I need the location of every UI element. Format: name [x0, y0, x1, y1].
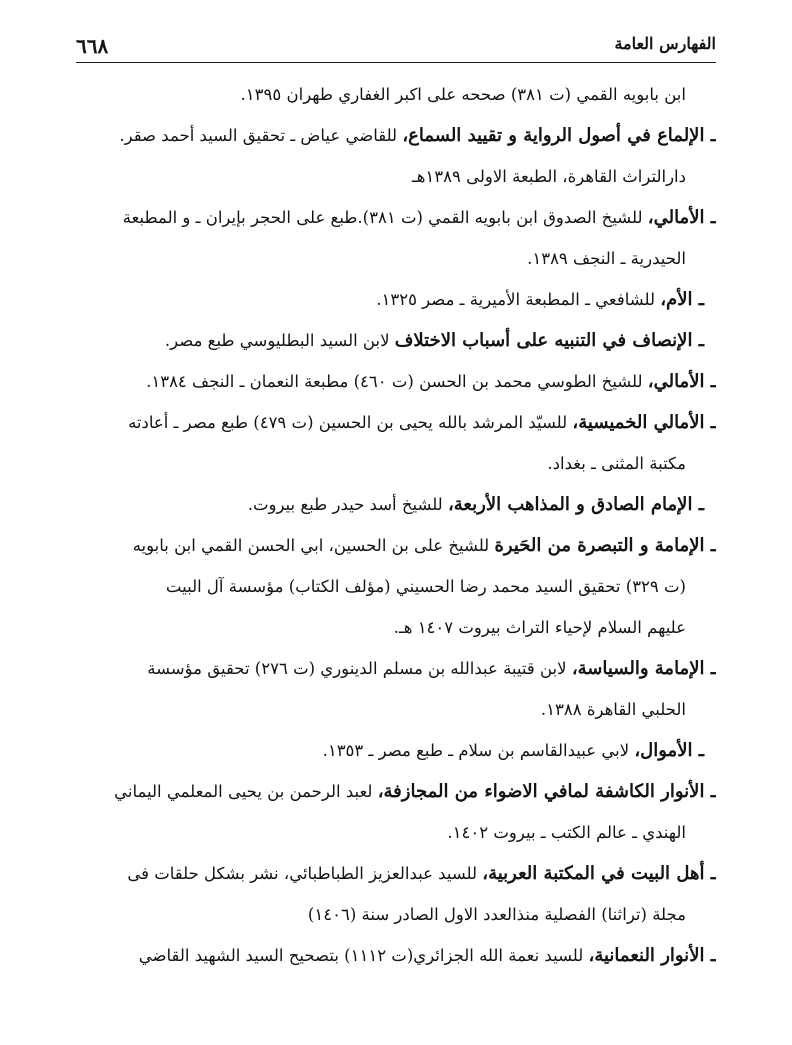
entry-text: للشافعي ـ المطبعة الأميرية ـ مصر ١٣٢٥. [376, 290, 661, 309]
bibliography-entry [78, 279, 716, 320]
entry-text: دارالتراث القاهرة، الطبعة الاولى ١٣٨٩هـ [411, 167, 686, 186]
entry-continuation-line [78, 443, 716, 484]
bibliography-entry [78, 771, 716, 812]
entry-continuation-line [78, 689, 716, 730]
entry-text: للقاضي عياض ـ تحقيق السيد أحمد صقر. [119, 126, 403, 145]
entry-title: ـ أهل البيت في المكتبة العربية، [482, 863, 716, 884]
entry-title: ـ الأمالي الخميسية، [572, 412, 716, 433]
entry-title: ـ الأنوار النعمانية، [588, 945, 716, 966]
entry-continuation-line [78, 566, 716, 607]
page-header [76, 28, 716, 63]
entry-continuation-line [78, 74, 716, 115]
entry-text: لابي عبيدالقاسم بن سلام ـ طبع مصر ـ ١٣٥٣. [322, 741, 635, 760]
bibliography-entry [78, 402, 716, 443]
entry-text: للسيد نعمة الله الجزائري(ت ١١١٢) بتصحيح السيد الشهيد القاضي [138, 946, 589, 965]
entry-text: للسيد عبدالعزيز الطباطبائي، نشر بشكل حلقات فى [127, 864, 483, 883]
entry-title: ـ الأنوار الكاشفة لمافي الاضواء من المجازفة، [377, 781, 716, 802]
entry-continuation-line [78, 238, 716, 279]
entry-text: مكتبة المثنى ـ بغداد. [547, 454, 686, 473]
bibliography-entry [78, 648, 716, 689]
bibliography-entry [78, 525, 716, 566]
bibliography-entry [78, 484, 716, 525]
bibliography-list [78, 74, 716, 976]
bibliography-entry [78, 935, 716, 976]
page-number: ٦٦٨ [76, 34, 109, 58]
entry-title: ـ الأمالي، [647, 371, 716, 392]
bibliography-entry [78, 730, 716, 771]
entry-text: لابن قتيبة عبدالله بن مسلم الدينوري (ت ٢٧٦) تحقيق مؤسسة [147, 659, 572, 678]
entry-text: (ت ٣٢٩) تحقيق السيد محمد رضا الحسيني (مؤلف الكتاب) مؤسسة آل البيت [165, 577, 686, 596]
bibliography-entry [78, 320, 716, 361]
entry-continuation-line [78, 812, 716, 853]
entry-text: الحلبي القاهرة ١٣٨٨. [540, 700, 686, 719]
entry-text: الهندي ـ عالم الكتب ـ بيروت ١٤٠٢. [447, 823, 686, 842]
entry-title: ـ الإمامة والسياسة، [571, 658, 716, 679]
entry-text: للشيخ على بن الحسين، ابي الحسن القمي ابن بابويه [132, 536, 495, 555]
entry-continuation-line [78, 607, 716, 648]
entry-title: ـ الأمالي، [647, 207, 716, 228]
entry-text: لعبد الرحمن بن يحيى المعلمي اليماني [114, 782, 378, 801]
bibliography-entry [78, 853, 716, 894]
bibliography-entry [78, 197, 716, 238]
entry-continuation-line [78, 894, 716, 935]
entry-text: لابن السيد البطليوسي طبع مصر. [164, 331, 395, 350]
entry-title: ـ الإمامة و التبصرة من الحَيرة [494, 535, 716, 556]
entry-text: للشيخ الصدوق ابن بابويه القمي (ت ٣٨١).طبع على الحجر بإيران ـ و المطبعة [122, 208, 648, 227]
entry-title: ـ الأم، [660, 289, 704, 310]
entry-text: ابن بابويه القمي (ت ٣٨١) صححه على اكبر الغفاري طهران ١٣٩٥. [240, 85, 686, 104]
entry-text: للسيّد المرشد بالله يحيى بن الحسين (ت ٤٧٩) طبع مصر ـ أعادته [128, 413, 573, 432]
entry-text: مجلة (تراثنا) الفصلية منذالعدد الاول الصادر سنة (١٤٠٦) [307, 905, 686, 924]
running-title: الفهارس العامة [614, 34, 716, 53]
entry-title: ـ الإلماع في أصول الرواية و تقييد السماع، [402, 125, 716, 146]
entry-continuation-line [78, 156, 716, 197]
entry-text: للشيخ الطوسي محمد بن الحسن (ت ٤٦٠) مطبعة النعمان ـ النجف ١٣٨٤. [146, 372, 648, 391]
entry-text: للشيخ أسد حيدر طبع بيروت. [247, 495, 448, 514]
bibliography-entry [78, 361, 716, 402]
bibliography-entry [78, 115, 716, 156]
entry-text: الحيدرية ـ النجف ١٣٨٩. [527, 249, 686, 268]
entry-title: ـ الإمام الصادق و المذاهب الأربعة، [447, 494, 704, 515]
entry-title: ـ الإنصاف في التنبيه على أسباب الاختلاف [394, 330, 704, 351]
entry-text: عليهم السلام لإحياء التراث بيروت ١٤٠٧ هـ. [393, 618, 686, 637]
entry-title: ـ الأموال، [634, 740, 704, 761]
